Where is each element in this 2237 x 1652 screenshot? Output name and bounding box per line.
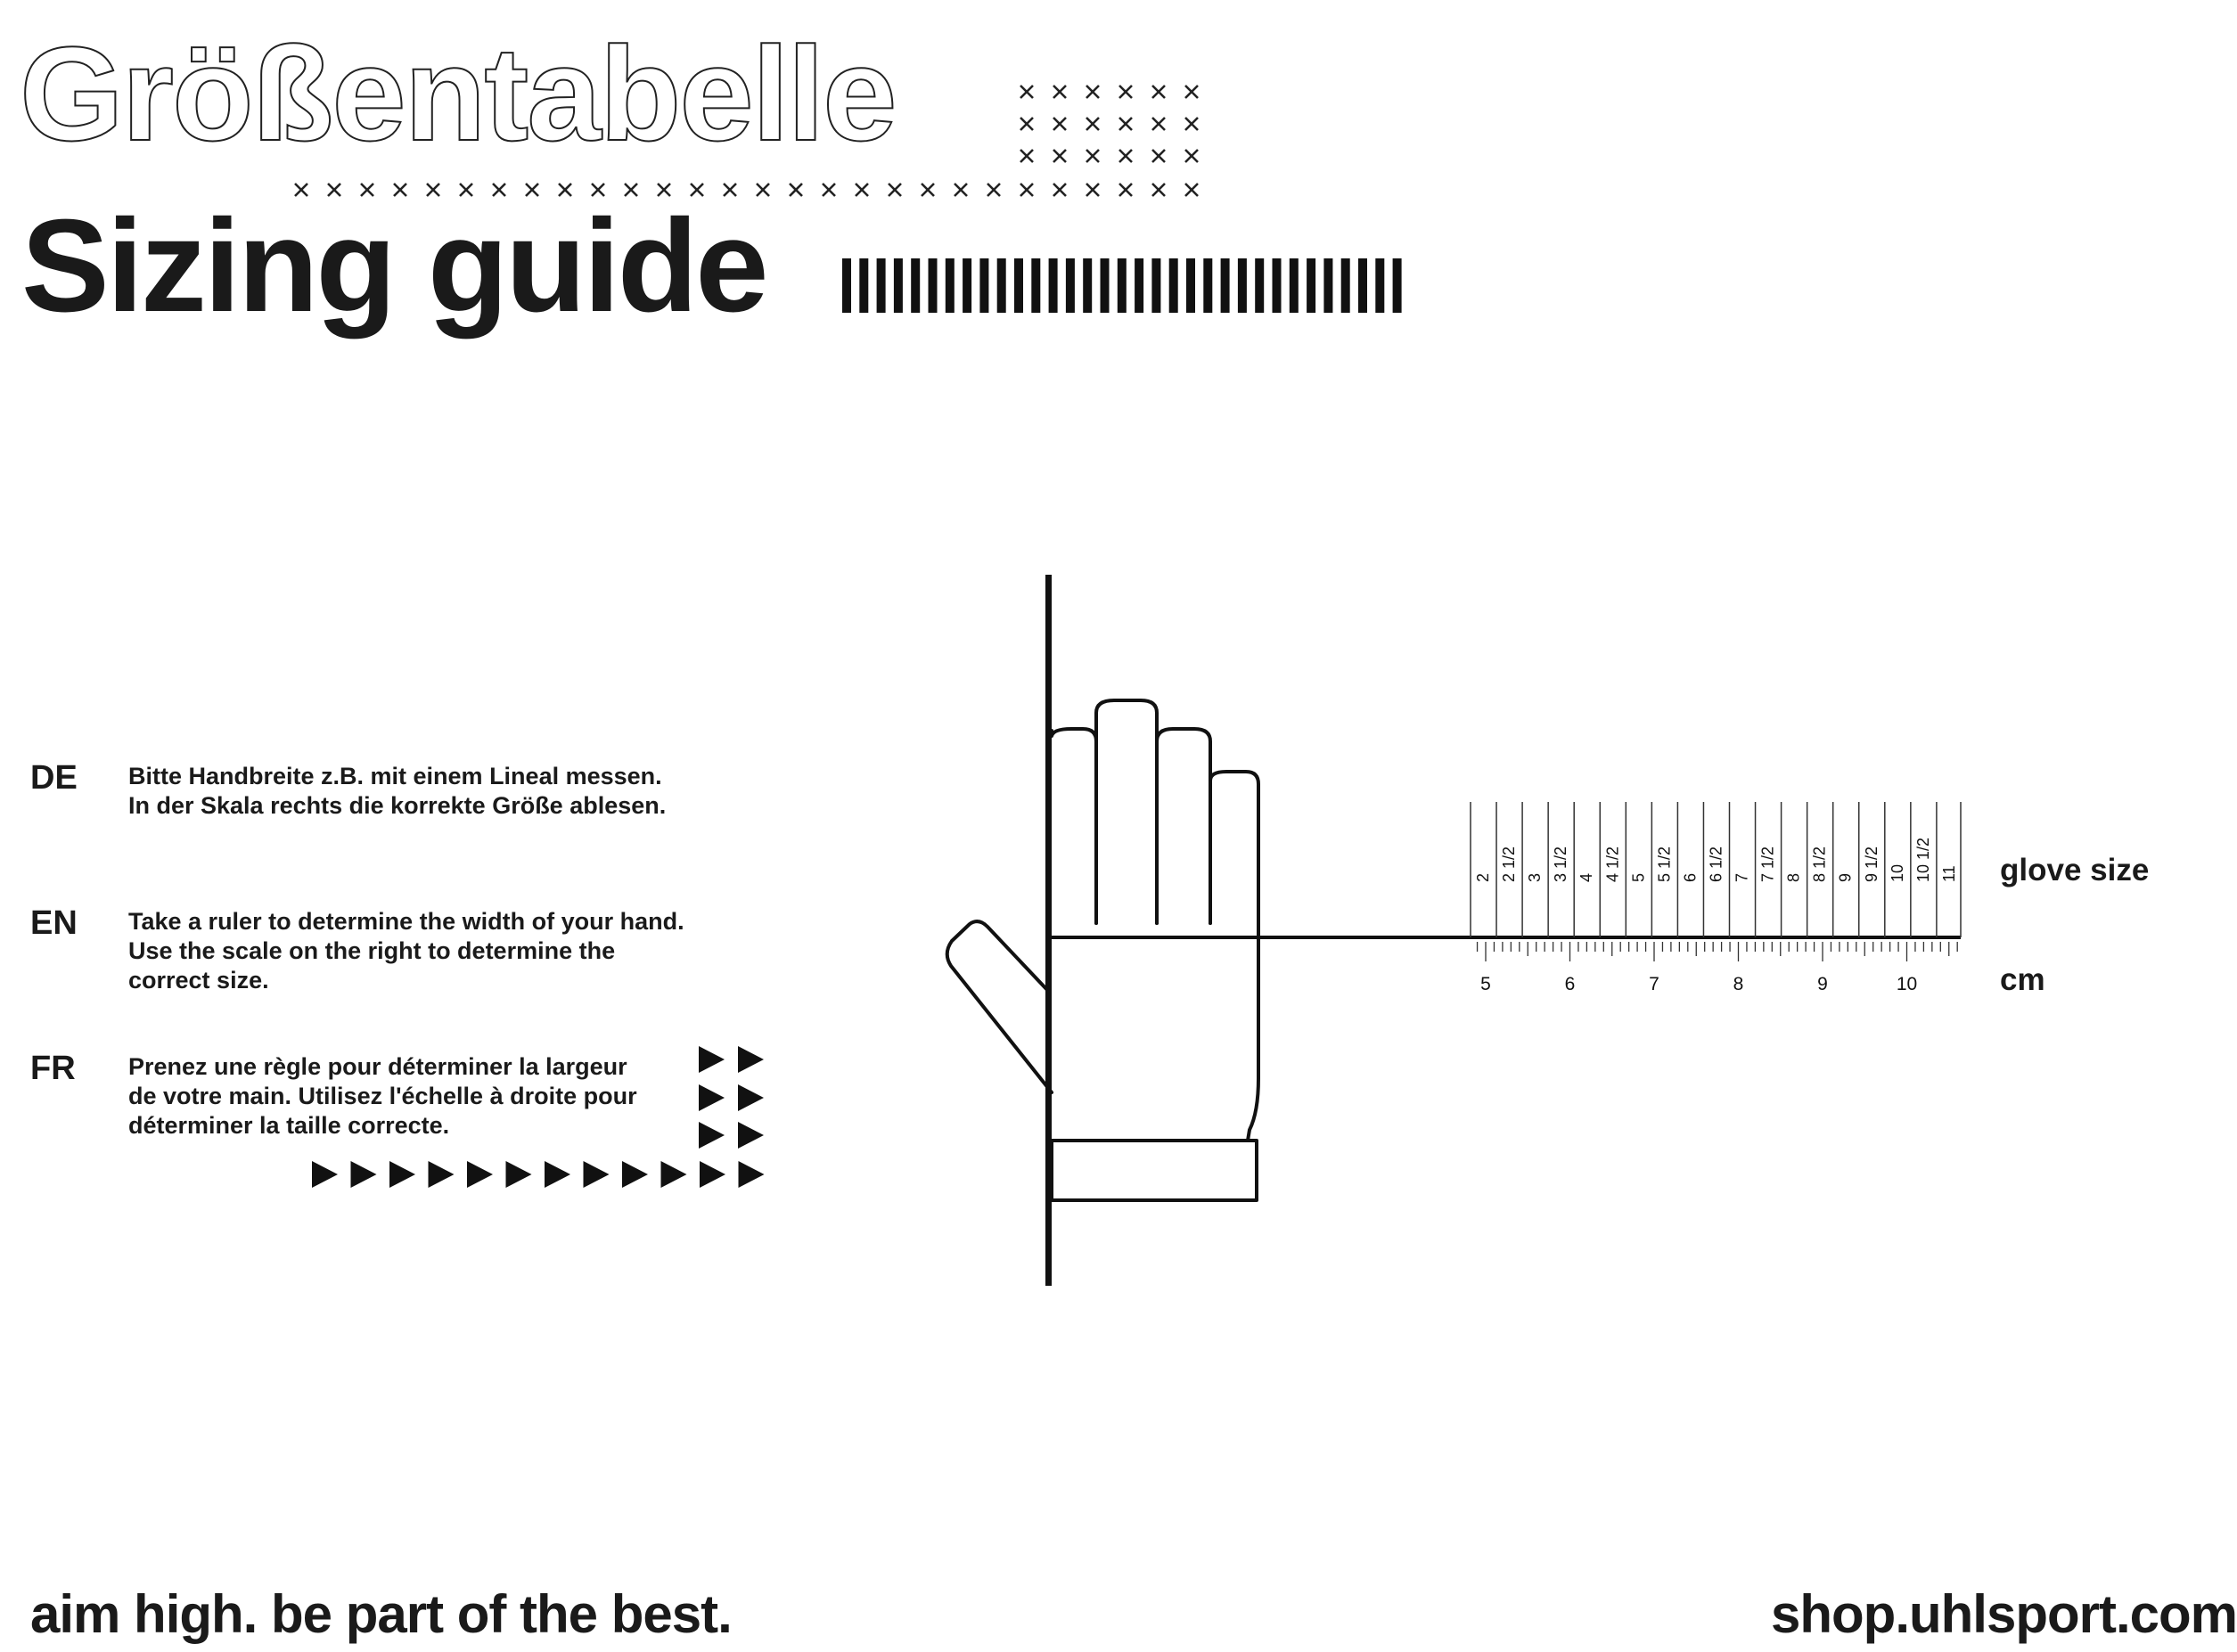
triangle-arrow-icon xyxy=(739,1161,765,1188)
instruction-text-de xyxy=(128,762,734,821)
lang-code-en: EN xyxy=(30,904,78,942)
glove-size-value: 4 1/2 xyxy=(1603,846,1622,882)
title-english: Sizing guide xyxy=(21,192,766,339)
cm-value: 6 xyxy=(1564,974,1576,994)
bar-mark xyxy=(842,258,851,313)
bar-mark xyxy=(1221,258,1230,313)
glove-hand-icon xyxy=(947,700,1258,1200)
cross-mark xyxy=(361,184,373,196)
cross-mark xyxy=(1119,86,1132,98)
glove-size-value: 8 xyxy=(1784,872,1803,882)
bar-mark xyxy=(997,258,1006,313)
lang-code-de: DE xyxy=(30,759,78,797)
cross-mark xyxy=(559,184,571,196)
cross-mark xyxy=(526,184,538,196)
cross-mark xyxy=(1119,118,1132,130)
bar-mark xyxy=(1358,258,1367,313)
glove-size-value: 2 xyxy=(1474,872,1492,882)
bar-mark xyxy=(1101,258,1110,313)
cross-mark xyxy=(691,184,703,196)
bar-mark xyxy=(1049,258,1058,313)
bar-mark xyxy=(1273,258,1282,313)
bar-mark xyxy=(1255,258,1264,313)
cross-mark xyxy=(1086,118,1099,130)
bar-mark xyxy=(1118,258,1127,313)
glove-size-value: 5 1/2 xyxy=(1655,846,1674,882)
instruction-line: correct size. xyxy=(128,967,269,994)
bar-mark xyxy=(929,258,938,313)
triangle-arrow-icon xyxy=(506,1161,532,1188)
bar-mark xyxy=(1066,258,1075,313)
glove-size-value: 8 1/2 xyxy=(1810,846,1829,882)
cross-mark xyxy=(493,184,505,196)
cross-mark xyxy=(394,184,406,196)
bar-mark xyxy=(911,258,920,313)
cross-mark xyxy=(1152,118,1165,130)
instruction-line: déterminer la taille correcte. xyxy=(128,1112,450,1139)
triangle-arrow-icon xyxy=(622,1161,648,1188)
triangle-arrow-icon xyxy=(738,1046,764,1073)
glove-size-value: 4 xyxy=(1577,872,1596,882)
triangle-arrow-icon xyxy=(738,1122,764,1149)
bar-mark xyxy=(979,258,988,313)
cross-mark xyxy=(1020,118,1033,130)
triangle-arrow-icon xyxy=(429,1161,455,1188)
triangle-arrow-icon xyxy=(545,1161,570,1188)
glove-size-value: 9 1/2 xyxy=(1862,846,1881,882)
bar-mark xyxy=(877,258,886,313)
title-german: Größentabelle xyxy=(20,19,896,168)
glove-size-label: glove size xyxy=(2000,853,2150,887)
cross-mark xyxy=(1185,86,1198,98)
triangle-arrow-icon xyxy=(389,1161,415,1188)
instruction-line: Use the scale on the right to determine the xyxy=(128,937,616,964)
bar-mark xyxy=(1203,258,1212,313)
glove-size-value: 7 1/2 xyxy=(1758,846,1777,882)
cross-mark xyxy=(1185,150,1198,162)
bar-mark xyxy=(1238,258,1247,313)
cross-mark xyxy=(1152,86,1165,98)
triangle-arrow-icon xyxy=(467,1161,493,1188)
cross-mark xyxy=(790,184,802,196)
triangle-arrow-icon xyxy=(584,1161,610,1188)
cm-value: 5 xyxy=(1480,974,1491,994)
glove-size-value: 3 1/2 xyxy=(1552,846,1570,882)
triangle-arrow-icon xyxy=(312,1161,338,1188)
cross-mark xyxy=(1119,150,1132,162)
cross-mark xyxy=(1053,86,1066,98)
glove-size-value: 3 xyxy=(1526,872,1545,882)
instruction-line: de votre main. Utilisez l'échelle à droite pour xyxy=(128,1083,637,1109)
glove-size-value: 10 xyxy=(1888,863,1906,882)
instruction-line: In der Skala rechts die korrekte Größe ablesen. xyxy=(128,792,667,819)
cm-value: 8 xyxy=(1733,974,1744,994)
bar-mark xyxy=(1031,258,1040,313)
triangle-arrow-icon xyxy=(351,1161,377,1188)
cross-mark xyxy=(1119,184,1132,196)
bar-mark xyxy=(1393,258,1402,313)
bar-mark xyxy=(1341,258,1350,313)
cross-mark xyxy=(1086,184,1099,196)
cross-pattern-icon xyxy=(295,86,1198,196)
instruction-line: Take a ruler to determine the width of your hand. xyxy=(128,908,684,935)
footer-slogan: aim high. be part of the best. xyxy=(30,1584,732,1644)
cross-mark xyxy=(1020,150,1033,162)
cross-mark xyxy=(889,184,901,196)
triangle-arrow-icon xyxy=(738,1084,764,1111)
cross-mark xyxy=(328,184,340,196)
cross-mark xyxy=(1053,150,1066,162)
cross-mark xyxy=(295,184,307,196)
bar-mark xyxy=(1169,258,1178,313)
cross-mark xyxy=(1185,118,1198,130)
cross-mark xyxy=(1152,150,1165,162)
cm-label: cm xyxy=(2000,962,2045,997)
cross-mark xyxy=(922,184,934,196)
cross-mark xyxy=(757,184,769,196)
bar-mark xyxy=(1014,258,1023,313)
cross-mark xyxy=(987,184,1000,196)
bar-mark xyxy=(859,258,868,313)
glove-size-value: 7 xyxy=(1733,872,1751,882)
cm-value: 7 xyxy=(1649,974,1659,994)
cross-mark xyxy=(1053,118,1066,130)
glove-size-value: 5 xyxy=(1629,872,1648,882)
glove-size-value: 9 xyxy=(1836,872,1855,882)
instruction-text-en xyxy=(128,907,734,995)
cross-mark xyxy=(1185,184,1198,196)
bar-mark xyxy=(963,258,971,313)
bar-mark xyxy=(1083,258,1092,313)
bar-mark xyxy=(1151,258,1160,313)
glove-size-value: 11 xyxy=(1939,865,1958,882)
cross-mark xyxy=(856,184,868,196)
bar-mark xyxy=(1323,258,1332,313)
cross-mark xyxy=(625,184,637,196)
cross-mark xyxy=(955,184,967,196)
bar-mark xyxy=(1307,258,1315,313)
bar-pattern-icon xyxy=(842,258,1402,313)
cross-mark xyxy=(1053,184,1066,196)
cross-mark xyxy=(592,184,604,196)
bar-mark xyxy=(1135,258,1143,313)
footer-shop-link[interactable]: shop.uhlsport.com xyxy=(1771,1584,2237,1644)
glove-size-value: 10 1/2 xyxy=(1913,837,1932,882)
cross-mark xyxy=(460,184,472,196)
triangle-arrow-icon xyxy=(661,1161,687,1188)
instruction-line: Bitte Handbreite z.B. mit einem Lineal messen. xyxy=(128,763,662,789)
cross-mark xyxy=(1086,86,1099,98)
cm-value: 10 xyxy=(1896,974,1918,994)
cross-mark xyxy=(1086,150,1099,162)
cross-mark xyxy=(427,184,439,196)
instruction-text-fr xyxy=(128,1052,734,1141)
cross-mark xyxy=(1020,184,1033,196)
bar-mark xyxy=(946,258,955,313)
bar-mark xyxy=(1186,258,1195,313)
cross-mark xyxy=(823,184,835,196)
glove-size-value: 6 xyxy=(1681,872,1700,882)
bar-mark xyxy=(1375,258,1384,313)
ruler-scale xyxy=(1471,802,1961,994)
glove-size-value: 6 1/2 xyxy=(1707,846,1725,882)
cross-mark xyxy=(1020,86,1033,98)
lang-code-fr: FR xyxy=(30,1050,76,1087)
cross-mark xyxy=(1152,184,1165,196)
triangle-arrow-icon xyxy=(700,1161,725,1188)
instruction-line: Prenez une règle pour déterminer la largeur xyxy=(128,1053,627,1080)
glove-size-value: 2 1/2 xyxy=(1500,846,1519,882)
bar-mark xyxy=(894,258,903,313)
cross-mark xyxy=(724,184,736,196)
bar-mark xyxy=(1290,258,1299,313)
cm-value: 9 xyxy=(1817,974,1828,994)
cross-mark xyxy=(658,184,670,196)
